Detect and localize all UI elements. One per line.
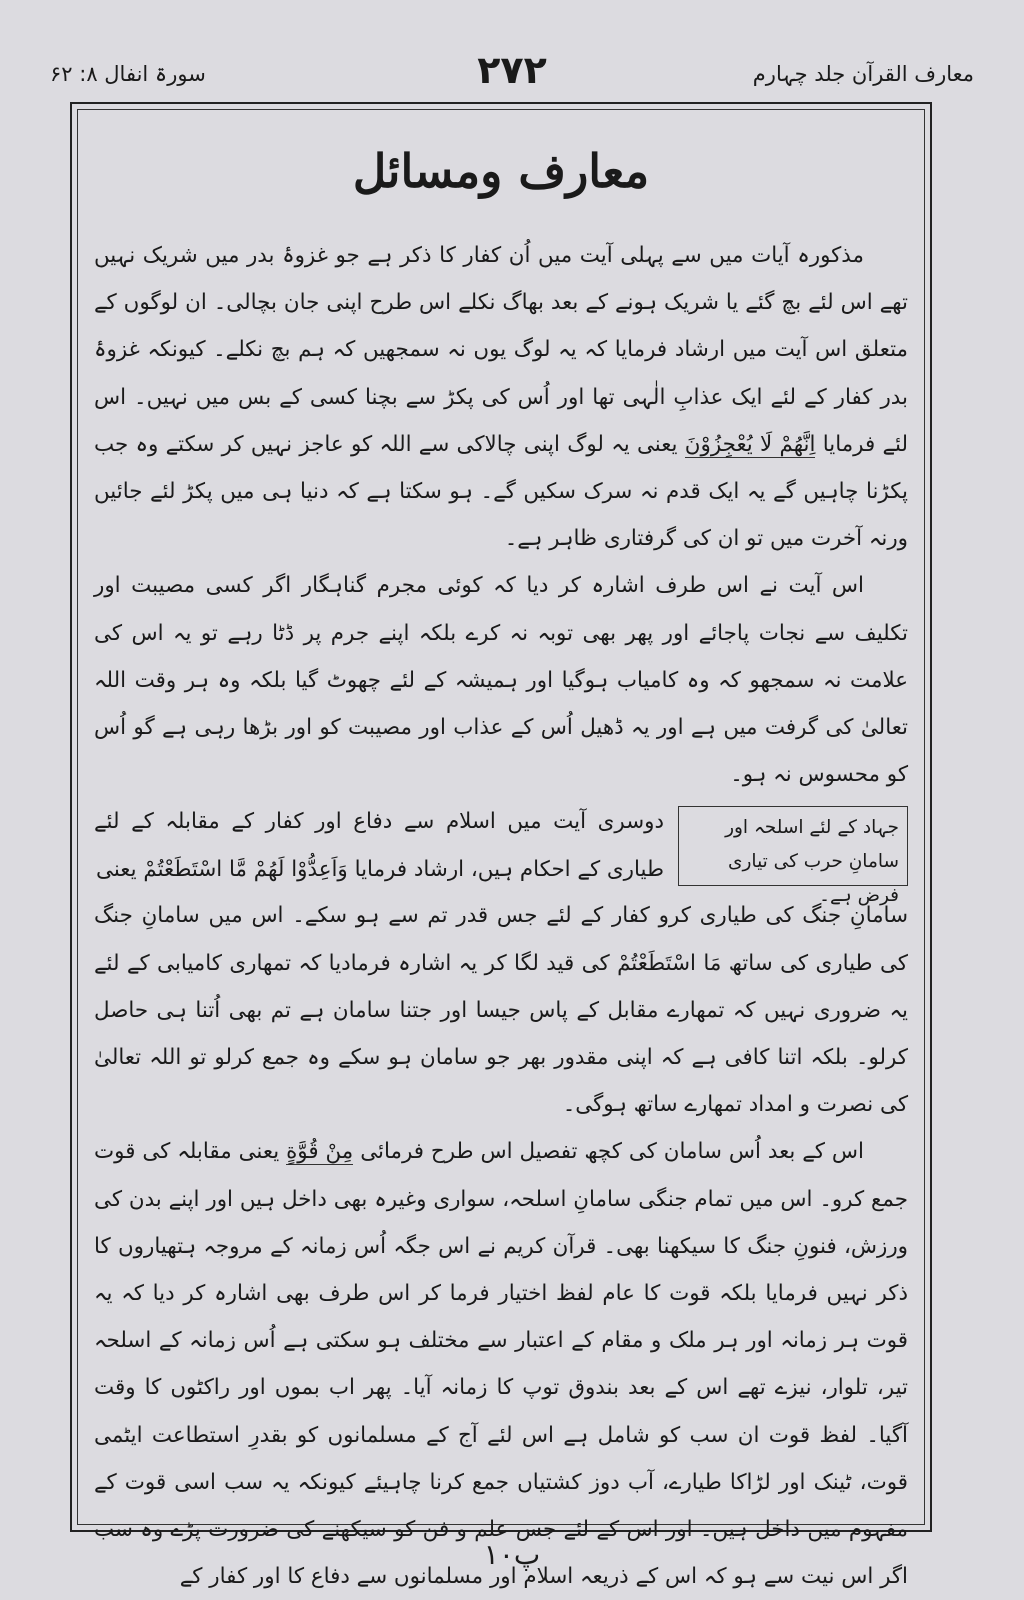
body-text [94, 232, 908, 1600]
book-title: معارف القرآن جلد چہارم [752, 62, 974, 86]
quranic-phrase: مِنْ قُوَّةٍ [286, 1139, 354, 1165]
quranic-phrase: وَاَعِدُّوْا لَهُمْ مَّا اسْتَطَعْتُمْ [143, 856, 348, 882]
text-run: اس کے بعد اُس سامان کی کچھ تفصیل اس طرح فرمائی [360, 1139, 864, 1165]
paragraph [94, 232, 908, 562]
paragraph [94, 1128, 908, 1600]
text-run: اس آیت نے اس طرف اشارہ کر دیا کہ کوئی مجرم گناہگار اگر کسی مصیبت اور تکلیف سے نجات پاجائے اور پھر بھی توبہ نہ کرے بلکہ اپنے جرم پر ڈٹا رہے تو یہ اس کی علامت نہ سمجھو کہ وہ کامیاب ہوگیا اور ہمیشہ کے لئے چھوٹ گیا بلکہ وہ ہر وقت اللہ تعالیٰ کی گرفت میں ہے اور یہ ڈھیل اُس کے عذاب اور مصیبت کو اور بڑھا رہی ہے گو اُس کو محسوس نہ ہو۔ [94, 573, 908, 788]
quranic-phrase: مَا اسْتَطَعْتُمْ [617, 950, 722, 976]
page-number: ۲۷۲ [477, 48, 547, 92]
text-run: یعنی یہ لوگ اپنی چالاکی سے اللہ کو عاجز نہیں کر سکتے وہ جب پکڑنا چاہیں گے یہ ایک قدم نہ سرک سکیں گے۔ ہو سکتا ہے کہ دنیا ہی میں پکڑ لئے جائیں ورنہ آخرت میں تو ان کی گرفتاری ظاہر ہے۔ [94, 431, 908, 552]
text-run: کی قید لگا کر یہ اشارہ فرمادیا کہ تمھاری کامیابی کے لئے یہ ضروری نہیں کہ تمھارے مقابل کے پاس جیسا اور جتنا سامان ہے تم بھی اُتنا ہی حاصل کرلو۔ بلکہ اتنا کافی ہے کہ اپنی مقدور بھر جو سامان ہو سکے وہ جمع کرلو تو اللہ تعالیٰ کی نصرت و امداد تمھارے ساتھ ہوگی۔ [94, 950, 908, 1118]
paragraph [94, 892, 908, 1128]
paragraph [94, 798, 664, 892]
paragraph [94, 562, 908, 798]
surah-reference: سورۃ انفال ۸: ۶۲ [50, 62, 206, 86]
section-title: معارف ومسائل [352, 144, 650, 198]
text-run: یعنی [95, 856, 137, 882]
paragraph-with-sidenote [94, 798, 908, 907]
quranic-phrase: اِنَّهُمْ لَا يُعْجِزُوْنَ [684, 431, 816, 457]
text-run: دوسری آیت میں اسلام سے دفاع اور کفار کے مقابلہ کے لئے طیاری کے احکام ہیں، ارشاد فرمایا [94, 809, 664, 882]
page-header [40, 48, 984, 98]
text-run: یعنی مقابلہ کی قوت جمع کرو۔ اس میں تمام جنگی سامانِ اسلحہ، سواری وغیرہ بھی داخل ہیں اور اپنے بدن کی ورزش، فنونِ جنگ کا سیکھنا بھی۔ قرآن کریم نے اس جگہ اُس زمانہ کے مروجہ ہتھیاروں کا ذکر نہیں فرمایا بلکہ قوت کا عام لفظ اختیار فرما کر اس طرف بھی اشارہ کر دیا کہ یہ قوت ہر زمانہ اور ہر ملک و مقام کے اعتبار سے مختلف ہو سکتی ہے اُس زمانہ کے اسلحہ تیر، تلوار، نیزے تھے اس کے بعد بندوق توپ کا زمانہ آیا۔ پھر اب بموں اور راکٹوں کا وقت آگیا۔ لفظ قوت ان سب کو شامل ہے اس لئے آج کے مسلمانوں کو بقدرِ استطاعت ایٹمی قوت، ٹینک اور لڑاکا طیارے، آب دوز کشتیاں جمع کرنا چاہیئے کیونکہ یہ سب اسی قوت کے مفہوم میں داخل ہیں۔ اور اس کے لئے جس علم و فن کو سیکھنے کی ضرورت پڑے وہ سب اگر اس نیت سے ہو کہ اس کے ذریعہ اسلام اور مسلمانوں سے دفاع کا اور کفار کے [94, 1139, 908, 1590]
text-run: مذکورہ آیات میں سے پہلی آیت میں اُن کفار کا ذکر ہے جو غزوۂ بدر میں شریک نہیں تھے اس لئے بچ گئے یا شریک ہونے کے بعد بھاگ نکلے اس طرح اپنی جان بچالی۔ ان لوگوں کے متعلق اس آیت میں ارشاد فرمایا کہ یہ لوگ یوں نہ سمجھیں کہ ہم بچ نکلے۔ کیونکہ غزوۂ بدر کفار کے لئے ایک عذابِ الٰہی تھا اور اُس کی پکڑ سے بچنا کسی کے بس میں نہیں۔ اس لئے فرمایا [94, 243, 908, 457]
printer-signature: پ۱۰ [483, 1538, 541, 1571]
text-run: سامانِ جنگ کی طیاری کرو کفار کے لئے جس قدر تم سے ہو سکے۔ اس میں سامانِ جنگ کی طیاری کی ساتھ [94, 903, 908, 976]
margin-note: جہاد کے لئے اسلحہ اور سامانِ حرب کی تیاری فرض ہے۔ [678, 806, 908, 886]
